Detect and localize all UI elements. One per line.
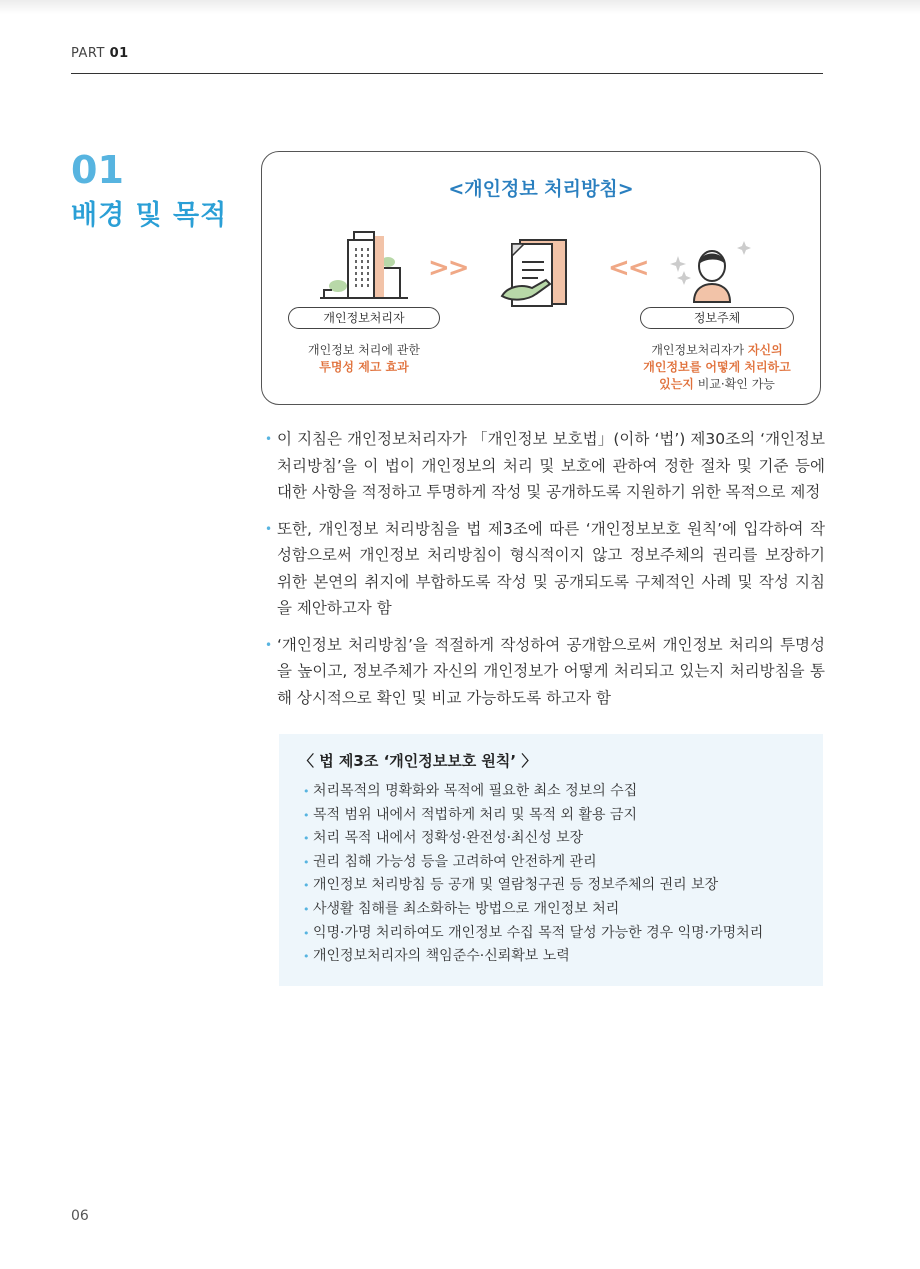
principle-text: 익명·가명 처리하여도 개인정보 수집 목적 달성 가능한 경우 익명·가명처리 — [313, 924, 764, 941]
arrows-left-icon: << — [608, 253, 648, 283]
right-caption — [622, 342, 812, 393]
principles-panel — [279, 734, 823, 986]
bullet-text: ‘개인정보 처리방침’을 적절하게 작성하여 공개함으로써 개인정보 처리의 투명성을 높이고, 정보주체가 자신의 개인정보가 어떻게 처리되고 있는지 처리방침을 통해 상시적으로 확인 및 비교 가능하도록 하고자 함 — [277, 635, 825, 707]
bullet-dot-icon: • — [303, 808, 310, 822]
page-number: 06 — [71, 1208, 89, 1224]
bullet-dot-icon: • — [265, 637, 273, 652]
person-icon — [666, 240, 756, 306]
principles-title: 〈 법 제3조 ‘개인정보보호 원칙’ 〉 — [299, 752, 537, 770]
principle-text: 처리목적의 명확화와 목적에 필요한 최소 정보의 수집 — [313, 783, 638, 799]
left-caption — [288, 342, 440, 376]
bullet-dot-icon: • — [265, 432, 273, 446]
bullet-item — [265, 632, 825, 712]
principles-list — [303, 780, 763, 969]
label-data-subject: 정보주체 — [640, 307, 794, 329]
right-caption-l1-hl: 자신의 — [747, 343, 783, 357]
principle-item — [303, 945, 763, 969]
principle-item — [303, 780, 763, 804]
document-pen-icon — [498, 236, 570, 310]
principle-item — [303, 804, 763, 828]
principle-text: 개인정보 처리방침 등 공개 및 열람청구권 등 정보주체의 권리 보장 — [313, 877, 719, 894]
bullet-dot-icon: • — [303, 926, 310, 940]
header-divider — [71, 73, 823, 74]
section-number: 01 — [71, 148, 124, 192]
principle-text: 사생활 침해를 최소화하는 방법으로 개인정보 처리 — [313, 900, 620, 917]
bullet-item — [265, 426, 825, 506]
arrows-right-icon: >> — [428, 253, 468, 283]
label-data-controller: 개인정보처리자 — [288, 307, 440, 329]
principle-item — [303, 874, 763, 898]
left-caption-line2: 투명성 제고 효과 — [319, 360, 409, 374]
bullet-text: 또한, 개인정보 처리방침을 법 제3조에 따른 ‘개인정보보호 원칙’에 입각하여 작성함으로써 개인정보 처리방침이 형식적이지 않고 정보주체의 권리를 보장하기 위한 본연의 취지에 부합하도록 작성 및 공개되도록 구체적인 사례 및 작성 지침을 제안하고자 함 — [277, 519, 825, 617]
bullet-text: 이 지침은 개인정보처리자가 「개인정보 보호법」(이하 ‘법’) 제30조의 ‘개인정보 처리방침’을 이 법이 개인정보의 처리 및 보호에 관하여 정한 절차 및 기준 등에 대한 사항을 적정하고 투명하게 작성 및 공개하도록 지원하기 위한 목적으로 제정 — [277, 430, 825, 501]
principle-text: 목적 범위 내에서 적법하게 처리 및 목적 외 활용 금지 — [313, 806, 638, 823]
right-caption-l2: 개인정보를 어떻게 처리하고 — [643, 360, 791, 374]
purpose-bullets — [265, 426, 825, 721]
part-header — [71, 46, 129, 61]
principle-item — [303, 827, 763, 851]
privacy-policy-diagram — [261, 151, 821, 405]
left-caption-line1: 개인정보 처리에 관한 — [308, 343, 420, 357]
right-caption-l1-plain: 개인정보처리자가 — [651, 343, 748, 357]
principle-text: 처리 목적 내에서 정확성·완전성·최신성 보장 — [313, 830, 584, 847]
part-label: PART — [71, 46, 105, 61]
bullet-dot-icon: • — [303, 879, 310, 893]
principle-text: 개인정보처리자의 책임준수·신뢰확보 노력 — [313, 948, 570, 965]
bullet-dot-icon: • — [303, 855, 310, 869]
principle-item — [303, 898, 763, 922]
right-caption-l3-bold: 있는지 — [659, 377, 694, 391]
diagram-title: <개인정보 처리방침> — [448, 178, 634, 200]
principle-text: 권리 침해 가능성 등을 고려하여 안전하게 관리 — [313, 853, 597, 870]
building-icon — [318, 230, 410, 302]
section-title: 배경 및 목적 — [71, 200, 228, 231]
bullet-dot-icon: • — [303, 950, 310, 964]
right-caption-l3-plain: 비교·확인 가능 — [693, 377, 775, 391]
bullet-dot-icon: • — [303, 902, 310, 916]
bullet-dot-icon: • — [303, 785, 310, 798]
principle-item — [303, 851, 763, 875]
bullet-item — [265, 516, 825, 622]
top-shade — [0, 0, 920, 14]
principle-item — [303, 922, 763, 946]
bullet-dot-icon: • — [265, 521, 273, 536]
part-number: 01 — [109, 46, 129, 61]
bullet-dot-icon: • — [303, 832, 310, 846]
